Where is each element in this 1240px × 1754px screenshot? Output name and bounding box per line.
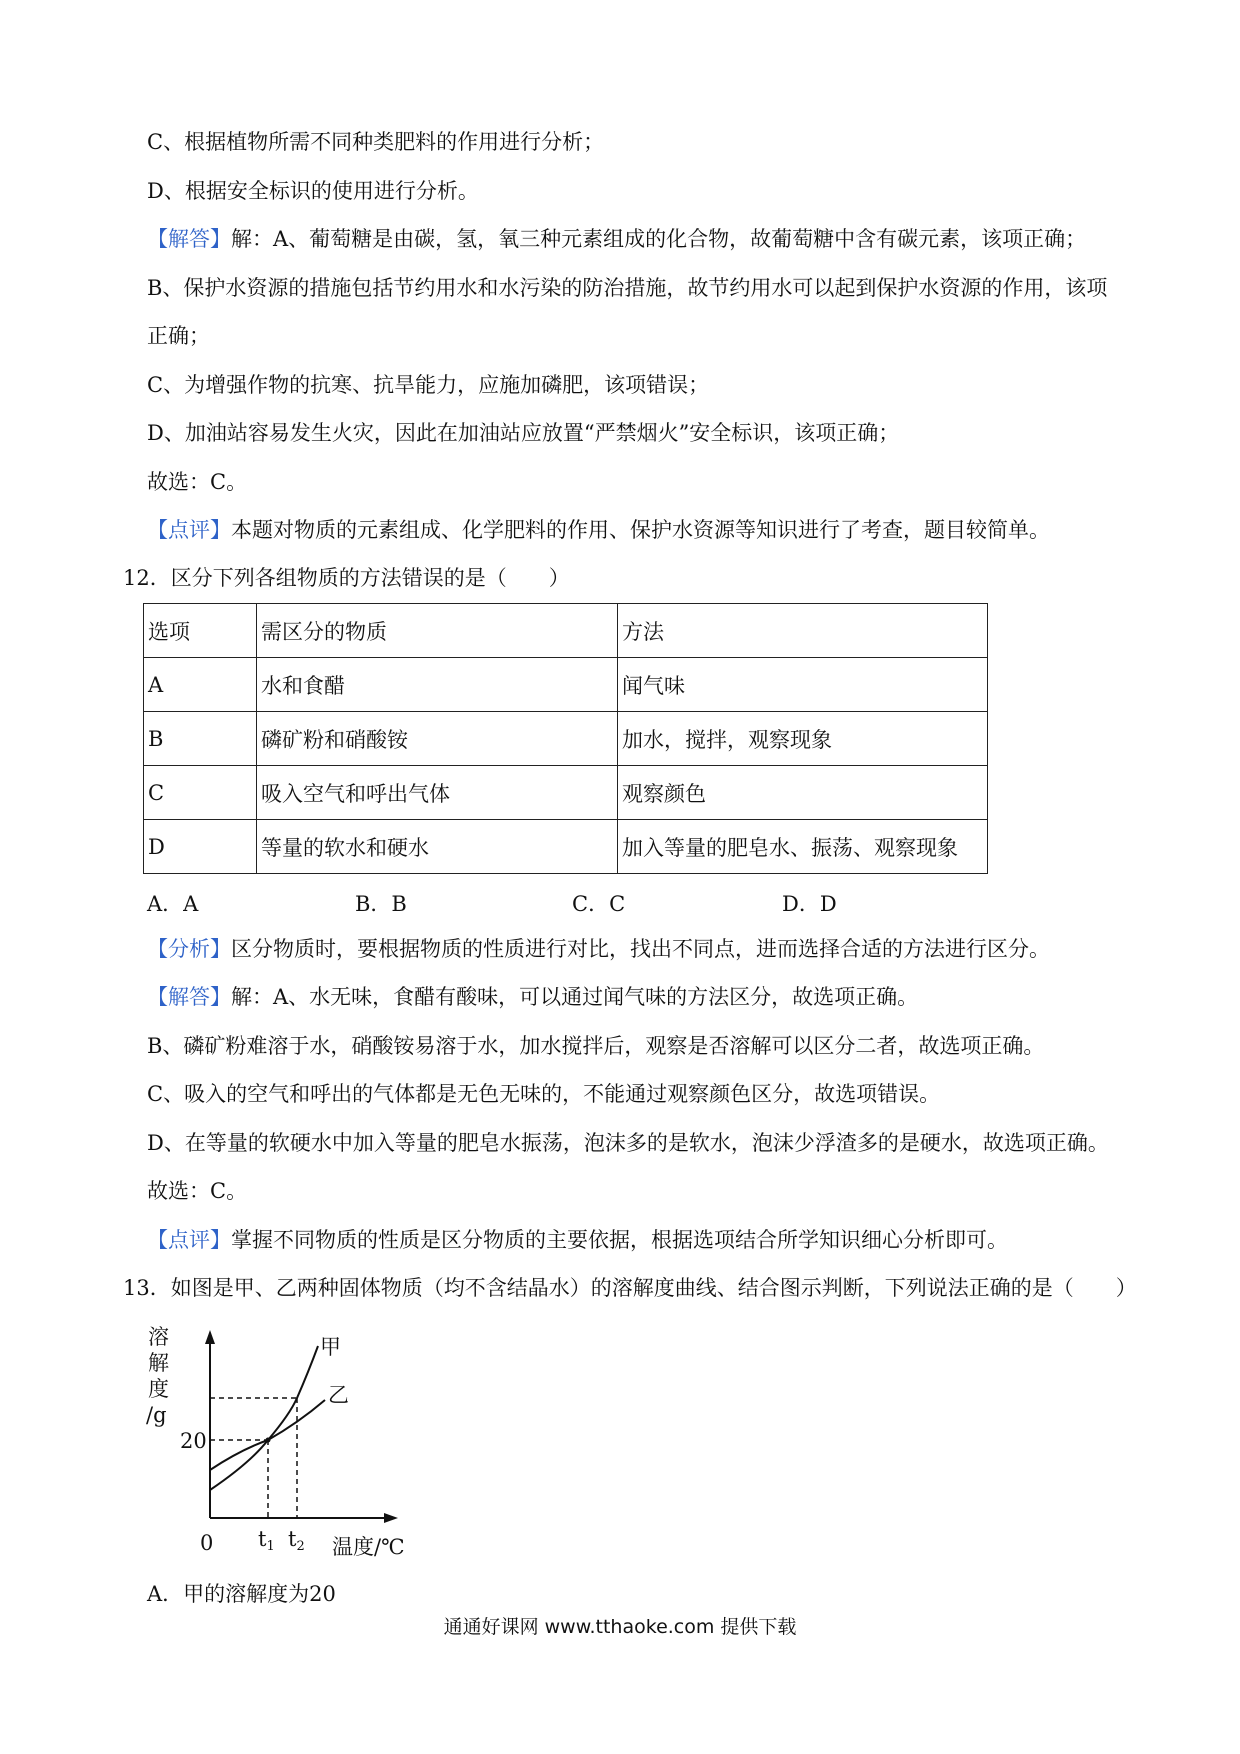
table-cell: B — [144, 712, 257, 766]
table-cell: A — [144, 658, 257, 712]
question-13-stem: 13．如图是甲、乙两种固体物质（均不含结晶水）的溶解度曲线、结合图示判断，下列说法正确的是（ ） — [123, 1276, 1137, 1300]
text-line: D、根据安全标识的使用进行分析。 — [147, 179, 479, 203]
table-row — [144, 820, 988, 874]
y-axis-label-3: 度 — [148, 1377, 169, 1401]
table-cell: 选项 — [144, 604, 257, 658]
text-line — [147, 225, 1086, 253]
table-cell: 需区分的物质 — [257, 604, 618, 658]
x-tick-t1: t1 — [258, 1527, 275, 1554]
review-text: 掌握不同物质的性质是区分物质的主要依据，根据选项结合所学知识细心分析即可。 — [231, 1228, 1008, 1252]
comparison-table — [143, 603, 988, 874]
table-row — [144, 712, 988, 766]
text-line — [147, 1226, 1008, 1254]
text-line: B、保护水资源的措施包括节约用水和水污染的防治措施，故节约用水可以起到保护水资源的作用，该项 — [147, 276, 1108, 300]
text-line: 故选：C。 — [147, 1179, 248, 1203]
y-axis-label-4: /g — [146, 1403, 167, 1427]
table-cell: 观察颜色 — [618, 766, 988, 820]
answer-text: 解：A、水无味，食醋有酸味，可以通过闻气味的方法区分，故选项正确。 — [231, 985, 919, 1009]
text-line: 故选：C。 — [147, 470, 248, 494]
review-text: 本题对物质的元素组成、化学肥料的作用、保护水资源等知识进行了考查，题目较简单。 — [231, 518, 1050, 542]
question-12-stem: 12．区分下列各组物质的方法错误的是（ ） — [123, 566, 570, 590]
page-footer: 通通好课网 www.tthaoke.com 提供下载 — [443, 1616, 797, 1638]
x-axis-arrow — [384, 1513, 398, 1523]
y-axis-label-2: 解 — [148, 1351, 169, 1375]
table-cell: 加水，搅拌，观察现象 — [618, 712, 988, 766]
option-a: A．甲的溶解度为20 — [147, 1582, 336, 1606]
x-tick-t2: t2 — [288, 1527, 305, 1554]
table-cell: 方法 — [618, 604, 988, 658]
text-line: B、磷矿粉难溶于水，硝酸铵易溶于水，加水搅拌后，观察是否溶解可以区分二者，故选项正确。 — [147, 1034, 1045, 1058]
table-cell: C — [144, 766, 257, 820]
curve-label-yi: 乙 — [328, 1383, 349, 1407]
y-axis-arrow — [205, 1330, 215, 1344]
text-line — [147, 516, 1050, 544]
table-cell: 加入等量的肥皂水、振荡、观察现象 — [618, 820, 988, 874]
origin-label: 0 — [200, 1531, 214, 1555]
review-tag: 【点评】 — [147, 518, 231, 542]
choice-c: C．C — [572, 892, 626, 916]
answer-tag: 【解答】 — [147, 227, 231, 251]
table-header-row — [144, 604, 988, 658]
table-cell: 水和食醋 — [257, 658, 618, 712]
analysis-tag: 【分析】 — [147, 937, 231, 961]
choice-a: A．A — [147, 892, 199, 916]
text-line: C、吸入的空气和呼出的气体都是无色无味的，不能通过观察颜色区分，故选项错误。 — [147, 1082, 941, 1106]
review-tag: 【点评】 — [147, 1228, 231, 1252]
text-line: 正确； — [147, 324, 210, 348]
answer-text: 解：A、葡萄糖是由碳，氢，氧三种元素组成的化合物，故葡萄糖中含有碳元素，该项正确； — [231, 227, 1087, 251]
analysis-text: 区分物质时，要根据物质的性质进行对比，找出不同点，进而选择合适的方法进行区分。 — [231, 937, 1050, 961]
intersection-point — [266, 1438, 271, 1443]
curve-label-jia: 甲 — [320, 1335, 341, 1359]
answer-tag: 【解答】 — [147, 985, 231, 1009]
solubility-curve-figure — [140, 1318, 460, 1558]
y-axis-label-1: 溶 — [148, 1325, 169, 1349]
table-cell: 磷矿粉和硝酸铵 — [257, 712, 618, 766]
table-cell: 吸入空气和呼出气体 — [257, 766, 618, 820]
text-line: D、加油站容易发生火灾，因此在加油站应放置“严禁烟火”安全标识，该项正确； — [147, 421, 900, 445]
choice-b: B．B — [355, 892, 407, 916]
table-cell: 等量的软水和硬水 — [257, 820, 618, 874]
text-line: D、在等量的软硬水中加入等量的肥皂水振荡，泡沫多的是软水，泡沫少浮渣多的是硬水，故选项正确。 — [147, 1131, 1109, 1155]
x-axis-label: 温度/℃ — [332, 1535, 405, 1558]
choice-d: D．D — [782, 892, 837, 916]
text-line — [147, 935, 1050, 963]
table-row — [144, 766, 988, 820]
table-cell: D — [144, 820, 257, 874]
y-tick-20: 20 — [180, 1429, 207, 1453]
text-line: C、根据植物所需不同种类肥料的作用进行分析； — [147, 130, 605, 154]
text-line: C、为增强作物的抗寒、抗旱能力，应施加磷肥，该项错误； — [147, 373, 710, 397]
table-row — [144, 658, 988, 712]
text-line — [147, 983, 918, 1011]
table-cell: 闻气味 — [618, 658, 988, 712]
